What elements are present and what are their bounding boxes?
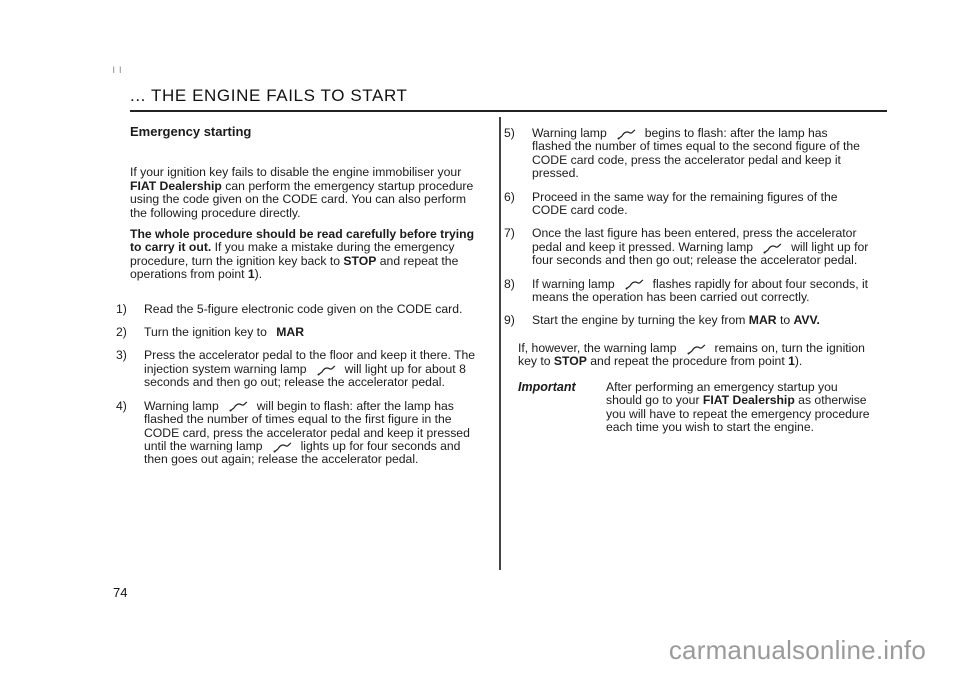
step-text: lights up for four seconds and then goes out again; release the accelerator pedal. (144, 438, 461, 467)
intro-text-2: can perform the emergency startup procedure using the code given on the CODE card. You can also perform the following procedure directly. (130, 178, 474, 220)
step-6 (504, 189, 870, 218)
step-bold-mar: MAR (748, 313, 777, 328)
step-number: 8) (504, 276, 515, 291)
step-8 (504, 276, 870, 305)
however-text-3: and repeat the procedure from point (586, 354, 789, 369)
injection-warning-lamp-icon (315, 364, 337, 376)
step-2 (116, 325, 484, 340)
section-heading: Emergency starting (130, 124, 252, 139)
warning-text-3: ). (254, 267, 263, 282)
important-text (606, 381, 870, 435)
however-text-1: If, however, the warning lamp (518, 340, 677, 355)
header-rule (130, 110, 887, 112)
injection-warning-lamp-icon (615, 128, 637, 140)
however-paragraph (518, 342, 870, 369)
step-text: will light up for about 8 seconds and then go out; release the accelerator pedal. (144, 361, 466, 390)
step-number: 7) (504, 226, 515, 241)
injection-warning-lamp-icon (623, 278, 645, 290)
important-text-2: as otherwise you will have to repeat the emergency procedure each time you wish to start the engine. (606, 393, 870, 434)
step-text: Warning lamp (532, 126, 607, 140)
step-number: 3) (116, 348, 127, 363)
warning-paragraph (130, 228, 484, 282)
injection-warning-lamp-icon (227, 400, 249, 412)
watermark: carmanualsonline.info (668, 635, 926, 665)
step-bold: MAR (276, 325, 304, 340)
important-text-1: After performing an emergency startup you should go to your (606, 379, 838, 408)
step-number: 9) (504, 313, 515, 328)
step-text: Turn the ignition key to (144, 325, 271, 340)
injection-warning-lamp-icon (685, 343, 707, 355)
step-text: Press the accelerator pedal to the floor and keep it there. The injection system warning lamp (144, 348, 476, 376)
scan-mark: ı ı (112, 62, 123, 76)
step-number: 5) (504, 126, 515, 140)
step-4 (116, 398, 484, 467)
step-1 (116, 301, 484, 316)
step-text: Once the last figure has been entered, press the accelerator pedal and keep it pressed. Warning lamp (532, 226, 857, 254)
step-bold-avv: AVV. (793, 313, 820, 328)
injection-warning-lamp-icon (761, 242, 783, 254)
intro-text-1: If your ignition key fails to disable the engine immobiliser your (130, 165, 462, 180)
important-dealership: FIAT Dealership (702, 393, 795, 408)
page-title: ... THE ENGINE FAILS TO START (130, 86, 408, 105)
warning-stop: STOP (343, 253, 377, 268)
warning-point: 1 (247, 267, 255, 282)
column-divider (499, 117, 501, 570)
step-text: will begin to flash: after the lamp has flashed the number of times equal to the first figure in the CODE card, press the accelerator pedal and keep it pressed until the warning lamp (144, 398, 470, 453)
however-stop: STOP (553, 354, 587, 369)
intro-dealership: FIAT Dealership (130, 178, 222, 193)
step-number: 4) (116, 398, 127, 413)
step-text: Read the 5-figure electronic code given on the CODE card. (144, 301, 463, 316)
step-text: will light up for four seconds and then go out; release the accelerator pedal. (532, 239, 869, 268)
step-9 (504, 313, 870, 328)
page-number: 74 (113, 585, 128, 600)
right-column (504, 126, 870, 434)
step-text: begins to flash: after the lamp has flashed the number of times equal to the second figure of the CODE card code, press the accelerator pedal and keep it pressed. (532, 126, 860, 181)
warning-text-1: If you make a mistake during the emergency procedure, turn the ignition key back to (130, 240, 455, 268)
step-text: If warning lamp (532, 276, 615, 291)
however-point: 1 (788, 354, 795, 369)
important-label: Important (518, 379, 576, 394)
step-text: flashes rapidly for about four seconds, it means the operation has been carried out correctly. (532, 276, 869, 305)
step-7 (504, 226, 870, 268)
however-text-2: remains on, turn the ignition key to (518, 340, 865, 369)
injection-warning-lamp-icon (271, 441, 293, 453)
warning-text-2: and repeat the operations from point (130, 253, 459, 282)
step-number: 1) (116, 301, 127, 316)
step-number: 6) (504, 189, 515, 204)
step-text: Warning lamp (144, 398, 219, 413)
important-note (518, 381, 870, 435)
step-number: 2) (116, 325, 127, 340)
intro-paragraph (130, 166, 484, 220)
step-text: Start the engine by turning the key from (532, 313, 749, 328)
warning-bold: The whole procedure should be read carefully before trying to carry it out. (130, 227, 475, 255)
step-text: to (776, 313, 794, 328)
however-text-4: ). (794, 354, 803, 369)
step-text: Proceed in the same way for the remaining figures of the CODE card code. (532, 189, 838, 218)
left-column (116, 124, 484, 477)
step-3 (116, 348, 484, 390)
step-5 (504, 126, 870, 181)
